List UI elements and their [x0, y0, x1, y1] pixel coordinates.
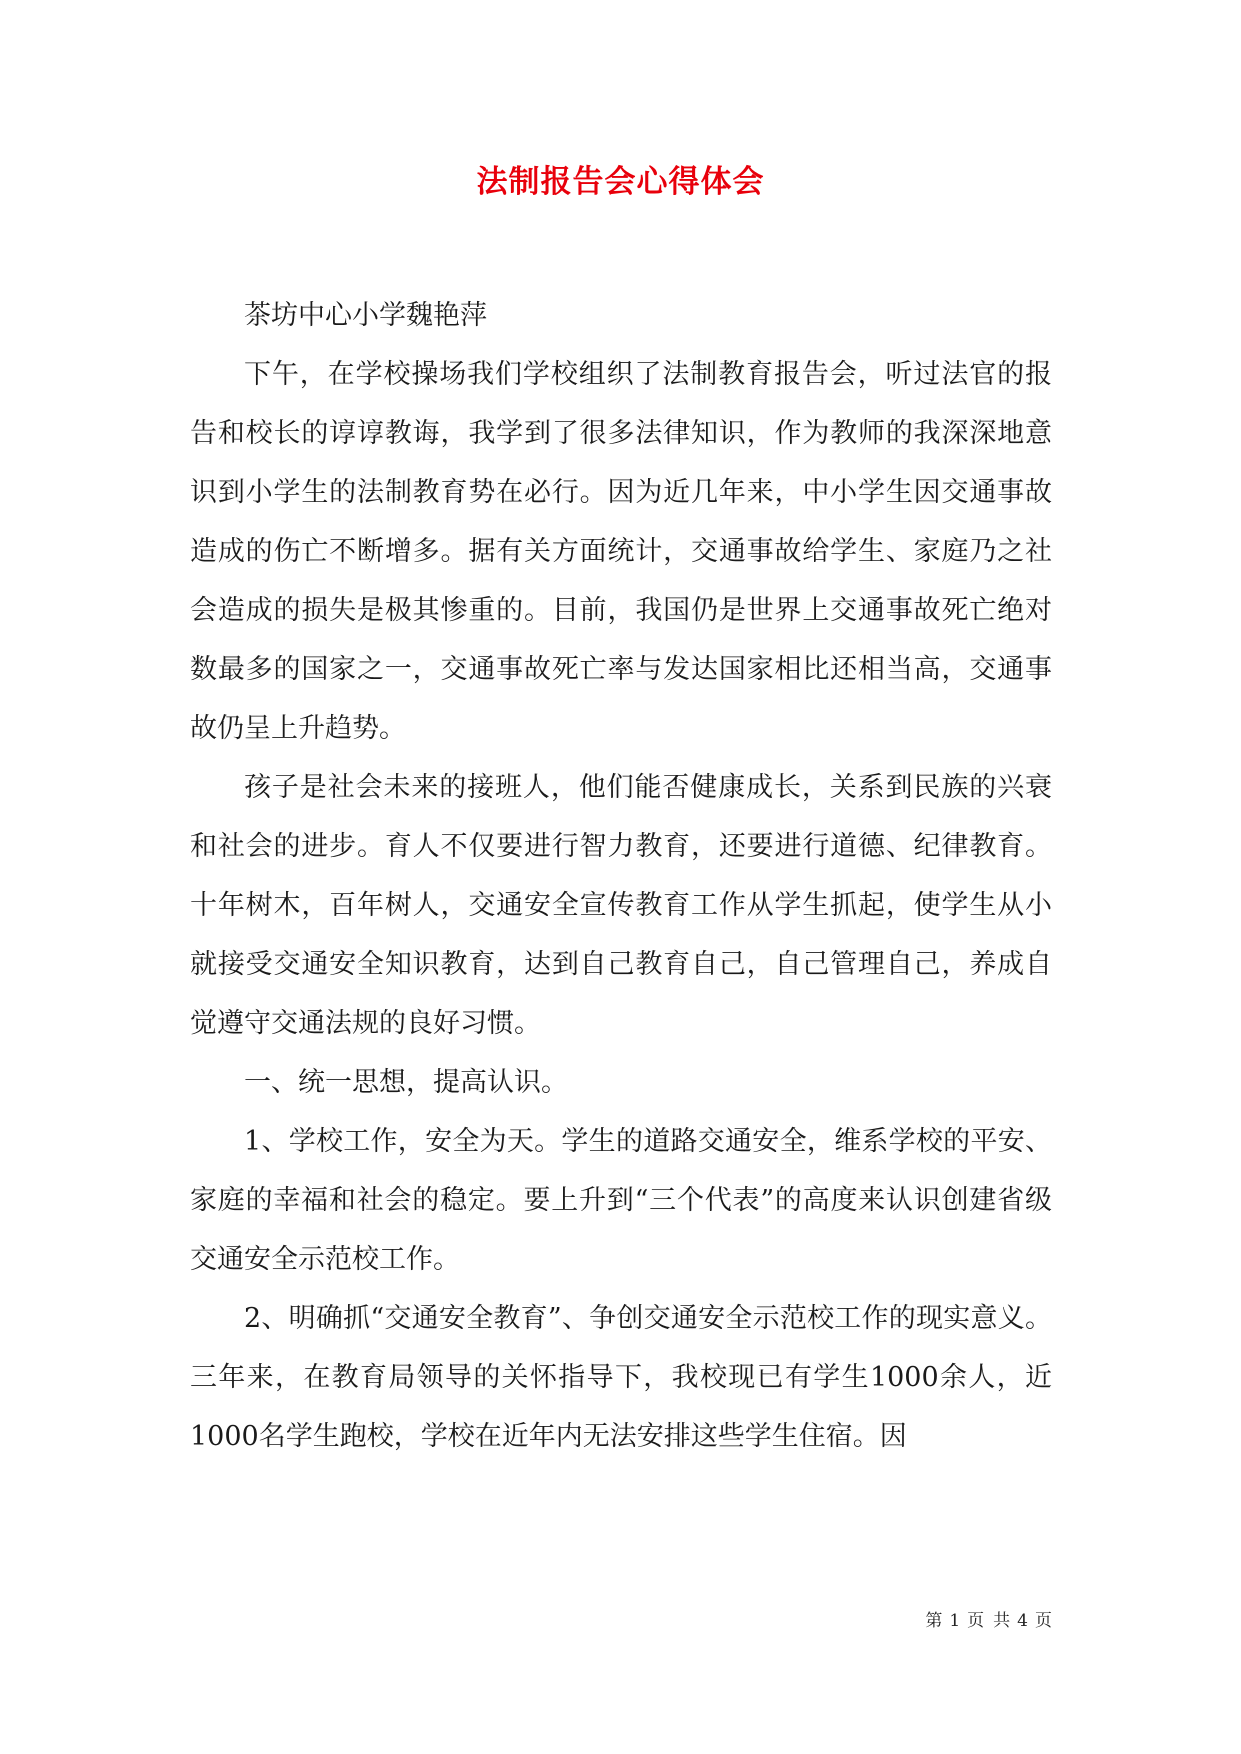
page-total: 4: [1017, 1611, 1029, 1631]
document-title: 法制报告会心得体会: [476, 164, 765, 200]
paragraph: 孩子是社会未来的接班人，他们能否健康成长，关系到民族的兴衰和社会的进步。育人不仅要进行智力教育，还要进行道德、纪律教育。十年树木，百年树人，交通安全宣传教育工作从学生抓起，使学生从小就接受交通安全知识教育，达到自己教育自己，自己管理自己，养成自觉遵守交通法规的良好习惯。: [190, 772, 1052, 1039]
author-line: 茶坊中心小学魏艳萍: [244, 300, 487, 331]
paragraph: 1、学校工作，安全为天。学生的道路交通安全，维系学校的平安、家庭的幸福和社会的稳定。要上升到“三个代表”的高度来认识创建省级交通安全示范校工作。: [190, 1126, 1052, 1275]
footer-total-suffix: 页: [1035, 1611, 1053, 1631]
paragraph: 下午，在学校操场我们学校组织了法制教育报告会，听过法官的报告和校长的谆谆教诲，我学到了很多法律知识，作为教师的我深深地意识到小学生的法制教育势在必行。因为近几年来，中小学生因交通事故造成的伤亡不断增多。据有关方面统计，交通事故给学生、家庭乃之社会造成的损失是极其惨重的。目前，我国仍是世界上交通事故死亡绝对数最多的国家之一，交通事故死亡率与发达国家相比还相当高，交通事故仍呈上升趋势。: [190, 359, 1052, 744]
page-number: 1: [949, 1611, 962, 1631]
footer-page-word: 页: [967, 1611, 986, 1631]
document-body: [190, 286, 1052, 1466]
paragraph: 2、明确抓“交通安全教育”、争创交通安全示范校工作的现实意义。三年来，在教育局领导的关怀指导下，我校现已有学生1000余人，近1000名学生跑校，学校在近年内无法安排这些学生住宿。因: [190, 1303, 1052, 1452]
page-footer: [925, 1606, 1053, 1631]
footer-prefix: 第: [925, 1611, 944, 1631]
footer-total-prefix: 共: [993, 1611, 1012, 1631]
section-heading: 一、统一思想，提高认识。: [244, 1067, 568, 1098]
